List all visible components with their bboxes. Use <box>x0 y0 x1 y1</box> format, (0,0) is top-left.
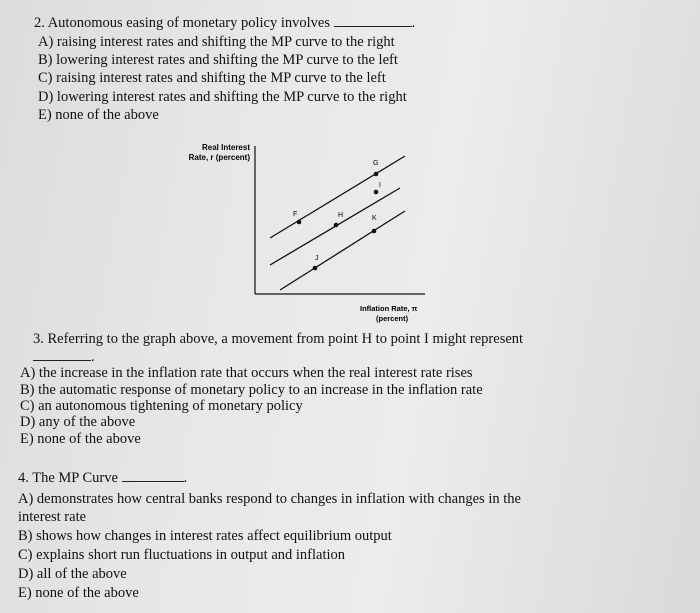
point-j-label: J <box>315 255 319 262</box>
q4-option-a-line2: interest rate <box>18 509 87 525</box>
point-i-label: I <box>379 182 381 189</box>
question-4-stem: 4. The MP Curve . <box>18 470 188 486</box>
q2-option-d: D) lowering interest rates and shifting the MP curve to the right <box>38 89 407 105</box>
point-k-label: K <box>372 215 377 222</box>
answer-blank <box>33 348 91 361</box>
bleed-through-text <box>470 8 473 24</box>
q4-option-b: B) shows how changes in interest rates affect equilibrium output <box>18 528 392 544</box>
point-g-label: G <box>373 160 379 167</box>
point-f-label: F <box>293 211 298 218</box>
q3-answer-blank-line: . <box>33 348 95 366</box>
x-axis-label-line1: Inflation Rate, π <box>360 304 418 313</box>
point-h-label: H <box>338 212 344 219</box>
q3-option-d: D) any of the above <box>20 414 136 430</box>
point-k <box>372 229 377 234</box>
q3-option-b: B) the automatic response of monetary policy to an increase in the inflation rate <box>20 382 483 398</box>
point-h <box>334 223 339 228</box>
q4-option-a-line1: A) demonstrates how central banks respond to changes in inflation with changes in the <box>18 491 521 507</box>
point-f <box>297 220 302 225</box>
question-2-stem: 2. Autonomous easing of monetary policy involves . <box>34 15 416 31</box>
point-g <box>374 172 379 177</box>
q2-option-a: A) raising interest rates and shifting the MP curve to the right <box>38 34 395 50</box>
answer-blank <box>334 14 412 27</box>
q3-option-c: C) an autonomous tightening of monetary policy <box>20 398 303 414</box>
q2-option-b: B) lowering interest rates and shifting the MP curve to the left <box>38 52 398 68</box>
y-axis-label-line1: Real Interest <box>201 143 250 152</box>
q4-option-c: C) explains short run fluctuations in output and inflation <box>18 547 346 563</box>
q4-option-d: D) all of the above <box>18 566 127 582</box>
point-j <box>313 266 318 271</box>
q3-option-a: A) the increase in the inflation rate that occurs when the real interest rate rises <box>20 365 473 381</box>
answer-blank <box>122 469 184 482</box>
q3-option-e: E) none of the above <box>20 431 141 447</box>
q4-option-e: E) none of the above <box>18 585 139 601</box>
mp-curve-graph <box>180 138 440 328</box>
y-axis-label-line2: Rate, r (percent) <box>188 153 250 162</box>
x-axis-label-line2: (percent) <box>376 314 409 323</box>
q2-option-e: E) none of the above <box>38 107 159 123</box>
question-3-stem: 3. Referring to the graph above, a movement from point H to point I might represent <box>33 331 524 347</box>
q2-option-c: C) raising interest rates and shifting the MP curve to the left <box>38 70 386 86</box>
point-i <box>374 190 379 195</box>
